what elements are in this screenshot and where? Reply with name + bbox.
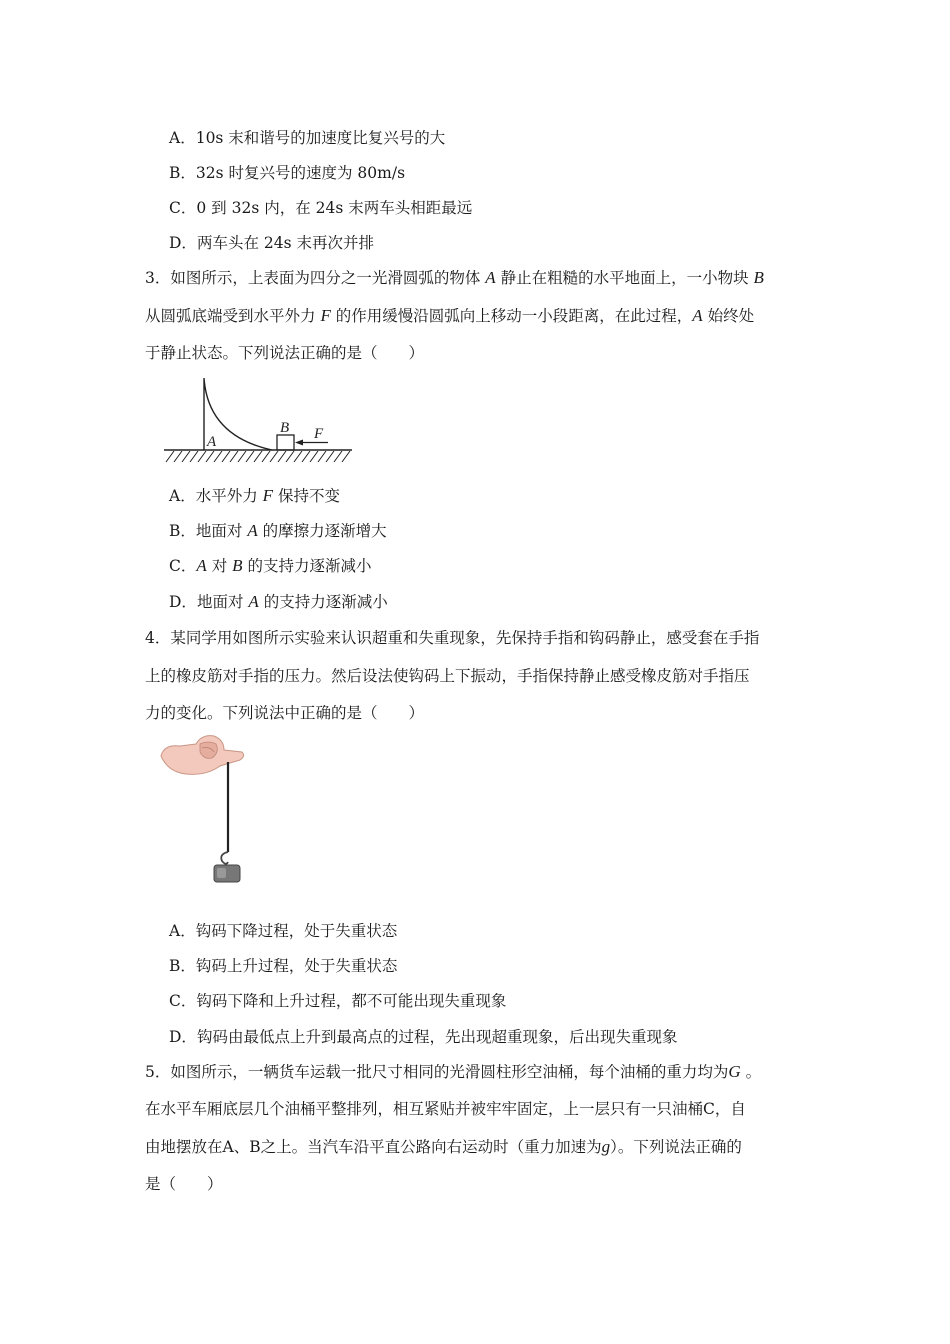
q3-label-b: B [280,420,290,436]
q3-label-f: F [314,426,324,442]
q5-stem-line-4: 是（ ） [145,1175,223,1193]
q3-arrowhead [295,440,303,446]
q4-option-a: A．钩码下降过程，处于失重状态 [169,922,398,940]
q3-option-d: D．地面对 A 的支持力逐渐减小 [169,592,388,611]
q3-option-c: C．A 对 B 的支持力逐渐减小 [169,556,372,575]
q5-stem-line-1: 5．如图所示，一辆货车运载一批尺寸相同的光滑圆柱形空油桶，每个油桶的重力均为G 。 [145,1062,762,1081]
q3-ground-hatch [166,451,350,462]
q5-stem-line-3: 由地摆放在A、B之上。当汽车沿平直公路向右运动时（重力加速为g）。下列说法正确的 [145,1137,742,1156]
q2-option-b: B．32s 时复兴号的速度为 80m/s [169,164,406,182]
q4-option-b: B．钩码上升过程，处于失重状态 [169,957,398,975]
q3-figure [160,374,356,466]
q4-stem-line-2: 上的橡皮筋对手指的压力。然后设法使钩码上下振动，手指保持静止感受橡皮筋对手指压 [145,667,750,685]
q3-stem-line-3: 于静止状态。下列说法正确的是（ ） [145,344,425,362]
q4-stem-line-3: 力的变化。下列说法中正确的是（ ） [145,704,425,722]
q4-figure [156,730,252,888]
q3-stem-line-1: 3．如图所示，上表面为四分之一光滑圆弧的物体 A 静止在粗糙的水平地面上，一小物块 B [145,268,764,287]
q2-option-d: D．两车头在 24s 末再次并排 [169,234,374,252]
q3-option-a: A．水平外力 F 保持不变 [169,486,340,505]
q4-option-c: C．钩码下降和上升过程，都不可能出现失重现象 [169,992,507,1010]
q3-option-b: B．地面对 A 的摩擦力逐渐增大 [169,521,387,540]
q5-stem-line-2: 在水平车厢底层几个油桶平整排列，相互紧贴并被牢牢固定，上一层只有一只油桶C，自 [145,1100,746,1118]
q4-option-d: D．钩码由最低点上升到最高点的过程，先出现超重现象，后出现失重现象 [169,1028,678,1046]
q4-hook [221,852,228,864]
q3-block-b [277,435,294,450]
q3-stem-line-2: 从圆弧底端受到水平外力 F 的作用缓慢沿圆弧向上移动一小段距离，在此过程，A 始终处 [145,306,755,325]
q3-label-a: A [207,434,217,450]
q2-option-a: A．10s 末和谐号的加速度比复兴号的大 [169,129,446,147]
q2-option-c: C．0 到 32s 内，在 24s 末两车头相距最远 [169,199,473,217]
q4-stem-line-1: 4．某同学用如图所示实验来认识超重和失重现象，先保持手指和钩码静止，感受套在手指 [145,629,760,647]
